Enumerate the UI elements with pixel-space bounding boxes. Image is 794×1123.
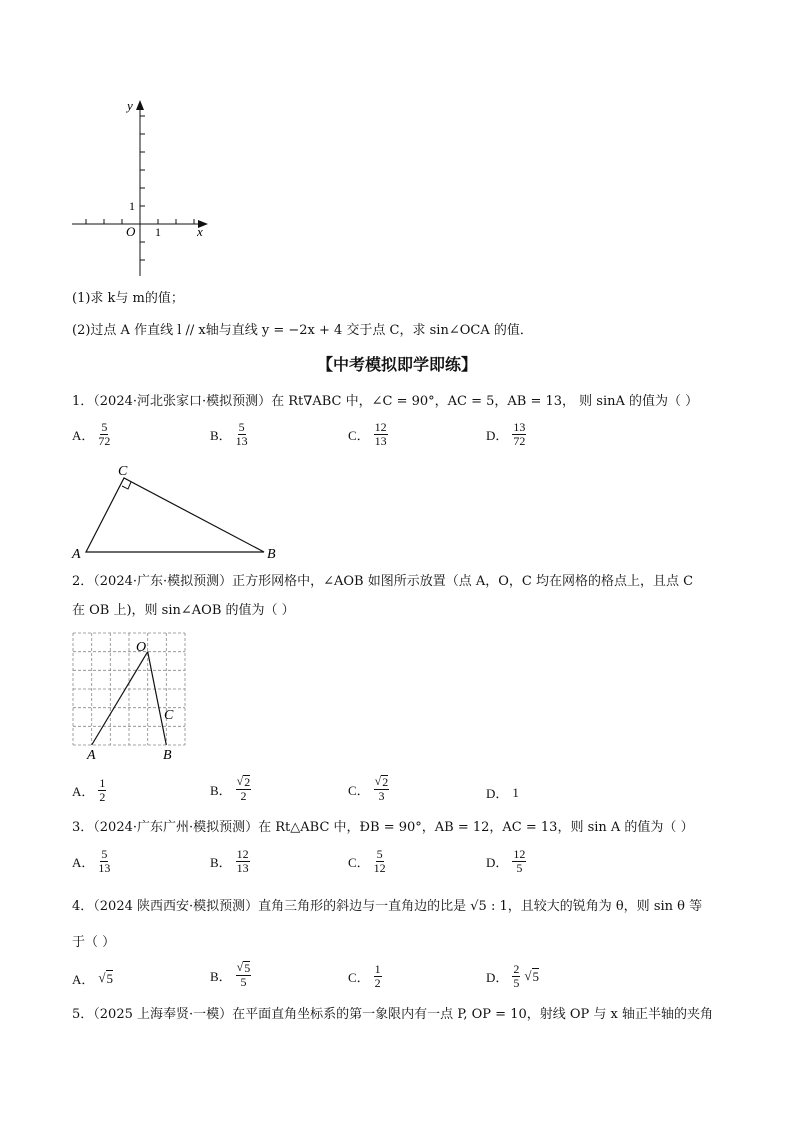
- q2-option-b[interactable]: B． √ 2 2: [210, 774, 251, 803]
- q2-option-a[interactable]: A． $\frac{1}{2}$: [72, 776, 106, 804]
- q2-vertex-c: C: [164, 708, 174, 723]
- y-axis-label: y: [127, 98, 133, 113]
- q3-stem: 3．（2024·广东广州·模拟预测）在 Rt△ABC 中，ÐB = 90°，AB = 12，AC = 13，则 sin A 的值为（ ）: [72, 820, 694, 835]
- q3-option-d[interactable]: D． $\frac{12}{5}$: [486, 847, 526, 875]
- q4-option-d[interactable]: D． $\frac{2}{5}$ √ 5: [486, 962, 540, 990]
- q2-stem-line1: 2．（2024·广东·模拟预测）正方形网格中，∠AOB 如图所示放置（点 A，O，C 均在网格的格点上，且点 C: [72, 574, 694, 589]
- q1-stem: 1．（2024·河北张家口·模拟预测）在 Rt∇ABC 中，∠C = 90°，AC = 5，AB = 13， 则 sinA 的值为（ ）: [72, 394, 699, 409]
- q4-option-b[interactable]: B． √ 5 5: [210, 960, 251, 989]
- q2-vertex-b: B: [163, 748, 172, 763]
- q5-stem: 5．（2025 上海奉贤·一模）在平面直角坐标系的第一象限内有一点 P, OP = 10，射线 OP 与 x 轴正半轴的夹角: [72, 1007, 713, 1022]
- x-tick-label: 1: [155, 225, 161, 239]
- q4-option-c[interactable]: C． $\frac{1}{2}$: [348, 962, 381, 990]
- q1-option-a[interactable]: A． $\frac{5}{72}$: [72, 420, 111, 448]
- q2-vertex-a: A: [87, 748, 96, 763]
- section-title: 【中考模拟即学即练】: [316, 355, 477, 374]
- q1-option-c[interactable]: C． $\frac{12}{13}$: [348, 420, 387, 448]
- q1-option-d[interactable]: D． $\frac{13}{72}$: [486, 420, 526, 448]
- q1-vertex-b: B: [267, 547, 276, 562]
- q3-option-a[interactable]: A． $\frac{5}{13}$: [72, 847, 111, 875]
- q1-vertex-c: C: [118, 464, 128, 479]
- x-axis-label: x: [197, 224, 203, 239]
- q2-stem-line2: 在 OB 上)，则 sin∠AOB 的值为（ ）: [72, 603, 295, 618]
- q2-option-d[interactable]: D． 1: [486, 784, 519, 801]
- q4-stem-line1: 4．（2024 陕西西安·模拟预测）直角三角形的斜边与一直角边的比是 √5 : 1，且较大的锐角为 θ，则 sin θ 等: [72, 899, 703, 914]
- q2-option-c[interactable]: C． √ 2 3: [348, 774, 389, 803]
- q3-option-c[interactable]: C． $\frac{5}{12}$: [348, 847, 386, 875]
- part2-text: (2)过点 A 作直线 l // x轴与直线 y = −2x + 4 交于点 C，求 sin∠OCA 的值．: [72, 323, 533, 338]
- q4-option-a[interactable]: A． √ 5: [72, 970, 114, 987]
- q2-vertex-o: O: [136, 640, 147, 655]
- q1-option-b[interactable]: B． $\frac{5}{13}$: [210, 420, 248, 448]
- q4-stem-line2: 于（ ）: [72, 935, 116, 950]
- part1-text: (1)求 k与 m的值；: [72, 291, 184, 306]
- origin-label: O: [126, 224, 136, 239]
- y-tick-label: 1: [129, 199, 135, 213]
- q3-option-b[interactable]: B． $\frac{12}{13}$: [210, 847, 249, 875]
- q1-vertex-a: A: [72, 547, 81, 562]
